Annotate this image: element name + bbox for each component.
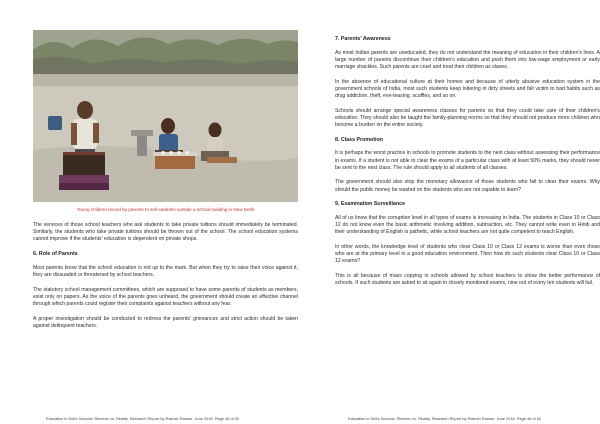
paragraph: A proper investigation should be conducted to redress the parents' grievances and strict action should be taken against delinquent teachers.	[33, 315, 298, 329]
paragraph: In other words, the knowledge level of students who clear Class 10 or Class 12 exams is worse than even those who are at the primary level in a good education environment. Then how do such students clear Class 10 or Class 12 exams?	[335, 244, 600, 265]
photo-caption: Young children forced by parents to sell eatables outside a school building in New Delhi	[76, 207, 255, 212]
section-heading: 8. Class Promotion	[335, 136, 383, 143]
paragraph: As most Indian parents are uneducated, they do not understand the meaning of education in their children's lives. A large number of parents discontinue their children's education and push them into low-wage employment or early marriage shackles. Such parents are cruel and treat their children as slaves.	[335, 49, 600, 70]
section-heading: 9. Examination Surveillance	[335, 201, 406, 208]
page-footer: Education in Delhi Schools: Rhetoric vs. Reality. Research Report by Rakesh Raman. June 2016. Page 45 of 52	[46, 416, 240, 421]
section-heading: 7. Parents' Awareness	[335, 36, 391, 42]
paragraph: The government should also stop the monetary allowance of those students who fail to clear their exams. Why should the public money be wasted on the students who are not capable to learn?	[335, 179, 600, 193]
right-page	[300, 0, 600, 424]
page-footer: Education in Delhi Schools: Rhetoric vs. Reality. Research Report by Rakesh Raman. June 2016. Page 46 of 52	[348, 416, 542, 421]
right-text-column	[335, 36, 600, 295]
paragraph: The statutory school management committees, which are supposed to have some parents of students as members, exist only on papers. As the voice of the parents goes unheard, the government should create an effective channel through which parents could register their complaints against teachers without any fear.	[33, 286, 298, 307]
paragraph: It is perhaps the worst practice in schools to promote students to the next class without assessing their performance in exams. If a student is not able to clear the exams of a particular class with at least 50% marks, they should never be sent to the next class. The rule should apply to all students of all classes.	[335, 150, 600, 171]
left-text-column	[33, 222, 298, 338]
paragraph: Most parents know that the school education is not up to the mark. But when they try to raise their voice against it, they are dissuaded or threatened by school teachers.	[33, 264, 298, 278]
children-photo	[33, 30, 298, 202]
paragraph: In the absence of educational culture at their homes and because of utterly abusive education system in the government schools of India, most such students keep loitering in dirty streets and fall victim to bad habits such as drug addiction, theft, eve-teasing, scuffles, and so on.	[335, 78, 600, 99]
section-heading: 6. Role of Parents	[33, 251, 78, 258]
paragraph: This is all because of mass copying in schools allowed by school teachers to show the better performance of schools. If such students are asked to sit again in closely monitored exams, nine out of every ten students will fail.	[335, 273, 600, 287]
paragraph: The services of those school teachers who ask students to take private tuitions should immediately be terminated. Similarly, the students who take private tuitions should be thrown out of the school. The school education systems cannot improve if the students' education is dependent on private shops.	[33, 222, 298, 243]
paragraph: All of us know that the corruption level in all types of exams is increasing in India. The students in Class 10 or Class 12 do not know even the basic arithmetic involving addition, subtraction, etc. They cannot write even in Hindi and their understanding of English is pathetic, while school teachers are not quite competent to teach English.	[335, 214, 600, 236]
paragraph: Schools should arrange special awareness classes for parents so that they could take care of their children's education. They should also be taught the family-planning norms so that they should not produce more children who become a burden on the entire society.	[335, 107, 600, 129]
